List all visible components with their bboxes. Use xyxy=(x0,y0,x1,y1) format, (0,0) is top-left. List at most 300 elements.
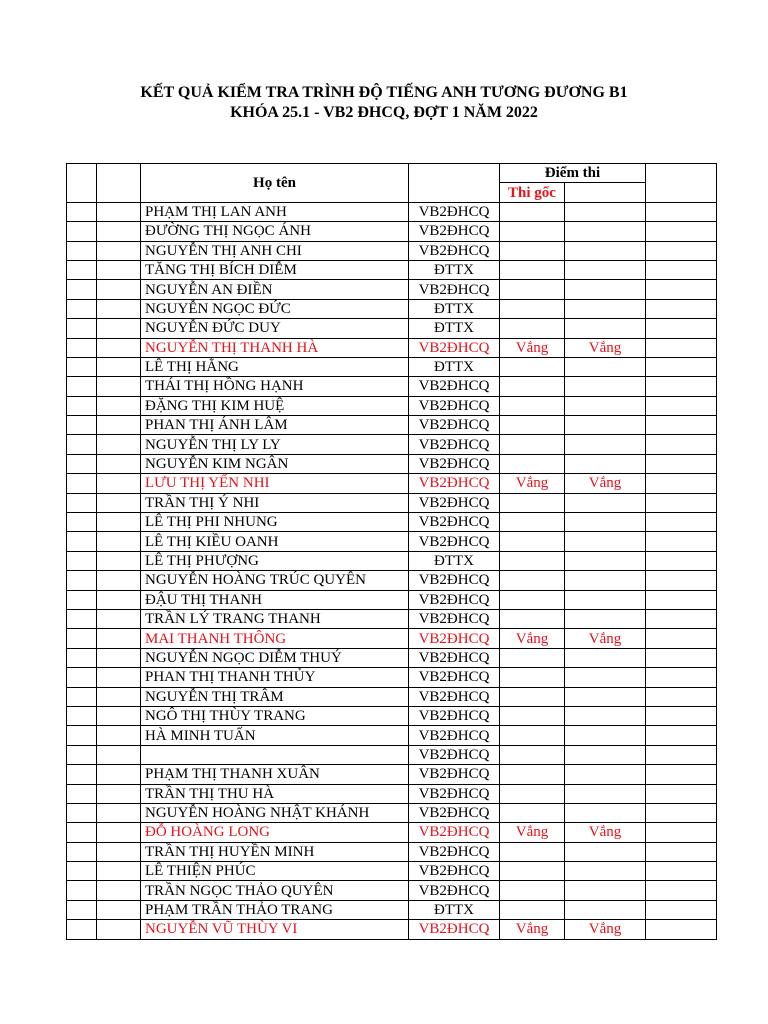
index-cell xyxy=(67,202,97,221)
retake-score xyxy=(565,765,646,784)
extra-cell xyxy=(646,513,717,532)
index-cell xyxy=(67,745,97,764)
student-name: PHẠM THỊ LAN ANH xyxy=(141,202,409,221)
extra-cell xyxy=(646,416,717,435)
index-cell xyxy=(67,299,97,318)
id-cell xyxy=(97,493,141,512)
student-name: NGÔ THỊ THÙY TRANG xyxy=(141,706,409,725)
original-score xyxy=(500,706,565,725)
original-score xyxy=(500,609,565,628)
retake-score xyxy=(565,706,646,725)
program-type: ĐTTX xyxy=(409,900,500,919)
header-id-cell xyxy=(97,164,141,203)
student-name: NGUYỄN THỊ LY LY xyxy=(141,435,409,454)
student-name: HÀ MINH TUẤN xyxy=(141,726,409,745)
program-type: ĐTTX xyxy=(409,260,500,279)
retake-score xyxy=(565,842,646,861)
results-table xyxy=(66,163,717,940)
original-score xyxy=(500,299,565,318)
student-name: LÊ THỊ HẰNG xyxy=(141,357,409,376)
student-name: LÊ THỊ PHƯỢNG xyxy=(141,551,409,570)
table-row xyxy=(67,648,717,667)
original-score xyxy=(500,435,565,454)
index-cell xyxy=(67,416,97,435)
extra-cell xyxy=(646,241,717,260)
extra-cell xyxy=(646,920,717,939)
retake-score xyxy=(565,202,646,221)
extra-cell xyxy=(646,590,717,609)
id-cell xyxy=(97,706,141,725)
table-row xyxy=(67,493,717,512)
retake-score xyxy=(565,416,646,435)
student-name: NGUYỄN KIM NGÂN xyxy=(141,454,409,473)
student-name: THÁI THỊ HỒNG HẠNH xyxy=(141,377,409,396)
student-name: ĐƯỜNG THỊ NGỌC ÁNH xyxy=(141,222,409,241)
table-row xyxy=(67,454,717,473)
extra-cell xyxy=(646,803,717,822)
program-type: VB2ĐHCQ xyxy=(409,493,500,512)
retake-score: Vắng xyxy=(565,629,646,648)
extra-cell xyxy=(646,745,717,764)
table-row xyxy=(67,202,717,221)
student-name: TRẦN THỊ Ý NHI xyxy=(141,493,409,512)
program-type: VB2ĐHCQ xyxy=(409,280,500,299)
program-type: VB2ĐHCQ xyxy=(409,532,500,551)
retake-score xyxy=(565,357,646,376)
original-score xyxy=(500,319,565,338)
original-score xyxy=(500,900,565,919)
id-cell xyxy=(97,687,141,706)
table-row xyxy=(67,260,717,279)
extra-cell xyxy=(646,765,717,784)
table-row xyxy=(67,571,717,590)
extra-cell xyxy=(646,338,717,357)
original-score xyxy=(500,590,565,609)
program-type: VB2ĐHCQ xyxy=(409,765,500,784)
retake-score xyxy=(565,745,646,764)
table-row xyxy=(67,377,717,396)
index-cell xyxy=(67,726,97,745)
table-row xyxy=(67,765,717,784)
index-cell xyxy=(67,590,97,609)
header-name: Họ tên xyxy=(141,164,409,203)
extra-cell xyxy=(646,474,717,493)
table-row xyxy=(67,474,717,493)
table-row xyxy=(67,823,717,842)
retake-score xyxy=(565,299,646,318)
id-cell xyxy=(97,784,141,803)
index-cell xyxy=(67,241,97,260)
retake-score xyxy=(565,241,646,260)
id-cell xyxy=(97,202,141,221)
original-score xyxy=(500,222,565,241)
extra-cell xyxy=(646,319,717,338)
table-row xyxy=(67,862,717,881)
student-name: TRẦN THỊ THU HÀ xyxy=(141,784,409,803)
table-row xyxy=(67,803,717,822)
original-score xyxy=(500,765,565,784)
original-score xyxy=(500,532,565,551)
original-score xyxy=(500,280,565,299)
student-name: LÊ THỊ KIỀU OANH xyxy=(141,532,409,551)
original-score xyxy=(500,416,565,435)
table-row xyxy=(67,435,717,454)
id-cell xyxy=(97,416,141,435)
original-score: Vắng xyxy=(500,629,565,648)
id-cell xyxy=(97,668,141,687)
index-cell xyxy=(67,357,97,376)
student-name: ĐẬU THỊ THANH xyxy=(141,590,409,609)
extra-cell xyxy=(646,726,717,745)
program-type: VB2ĐHCQ xyxy=(409,609,500,628)
id-cell xyxy=(97,222,141,241)
student-name: LÊ THIỆN PHÚC xyxy=(141,862,409,881)
extra-cell xyxy=(646,202,717,221)
program-type: VB2ĐHCQ xyxy=(409,803,500,822)
program-type: VB2ĐHCQ xyxy=(409,784,500,803)
retake-score xyxy=(565,784,646,803)
header-retake-cell xyxy=(565,183,646,202)
id-cell xyxy=(97,629,141,648)
index-cell xyxy=(67,920,97,939)
original-score xyxy=(500,687,565,706)
program-type: VB2ĐHCQ xyxy=(409,590,500,609)
original-score xyxy=(500,571,565,590)
header-index-cell xyxy=(67,164,97,203)
id-cell xyxy=(97,803,141,822)
index-cell xyxy=(67,706,97,725)
id-cell xyxy=(97,241,141,260)
student-name: NGUYỄN ĐỨC DUY xyxy=(141,319,409,338)
retake-score xyxy=(565,319,646,338)
extra-cell xyxy=(646,629,717,648)
student-name: NGUYỄN THỊ TRÂM xyxy=(141,687,409,706)
retake-score xyxy=(565,551,646,570)
retake-score xyxy=(565,513,646,532)
student-name: NGUYỄN AN ĐIỀN xyxy=(141,280,409,299)
original-score xyxy=(500,241,565,260)
id-cell xyxy=(97,551,141,570)
student-name: LÊ THỊ PHI NHUNG xyxy=(141,513,409,532)
index-cell xyxy=(67,823,97,842)
table-row xyxy=(67,338,717,357)
extra-cell xyxy=(646,454,717,473)
program-type: ĐTTX xyxy=(409,551,500,570)
original-score xyxy=(500,493,565,512)
student-name: PHAN THỊ THANH THỦY xyxy=(141,668,409,687)
id-cell xyxy=(97,862,141,881)
student-name: NGUYỄN THỊ ANH CHI xyxy=(141,241,409,260)
program-type: VB2ĐHCQ xyxy=(409,241,500,260)
extra-cell xyxy=(646,280,717,299)
original-score: Vắng xyxy=(500,920,565,939)
table-row xyxy=(67,745,717,764)
original-score xyxy=(500,357,565,376)
id-cell xyxy=(97,571,141,590)
index-cell xyxy=(67,222,97,241)
program-type: VB2ĐHCQ xyxy=(409,338,500,357)
table-row xyxy=(67,513,717,532)
retake-score: Vắng xyxy=(565,338,646,357)
student-name: ĐẶNG THỊ KIM HUỆ xyxy=(141,396,409,415)
program-type: VB2ĐHCQ xyxy=(409,881,500,900)
table-row xyxy=(67,532,717,551)
index-cell xyxy=(67,571,97,590)
student-name: NGUYỄN HOÀNG NHẬT KHÁNH xyxy=(141,803,409,822)
program-type: VB2ĐHCQ xyxy=(409,222,500,241)
id-cell xyxy=(97,881,141,900)
program-type: VB2ĐHCQ xyxy=(409,706,500,725)
id-cell xyxy=(97,377,141,396)
id-cell xyxy=(97,474,141,493)
id-cell xyxy=(97,513,141,532)
id-cell xyxy=(97,920,141,939)
program-type: VB2ĐHCQ xyxy=(409,571,500,590)
original-score xyxy=(500,260,565,279)
original-score xyxy=(500,784,565,803)
program-type: VB2ĐHCQ xyxy=(409,745,500,764)
id-cell xyxy=(97,435,141,454)
program-type: VB2ĐHCQ xyxy=(409,454,500,473)
index-cell xyxy=(67,668,97,687)
index-cell xyxy=(67,435,97,454)
id-cell xyxy=(97,648,141,667)
index-cell xyxy=(67,551,97,570)
original-score xyxy=(500,745,565,764)
original-score xyxy=(500,842,565,861)
original-score xyxy=(500,513,565,532)
program-type: VB2ĐHCQ xyxy=(409,862,500,881)
extra-cell xyxy=(646,551,717,570)
retake-score xyxy=(565,881,646,900)
index-cell xyxy=(67,513,97,532)
id-cell xyxy=(97,765,141,784)
header-original-exam: Thi gốc xyxy=(500,183,565,202)
retake-score xyxy=(565,454,646,473)
extra-cell xyxy=(646,532,717,551)
retake-score xyxy=(565,726,646,745)
retake-score xyxy=(565,396,646,415)
id-cell xyxy=(97,900,141,919)
retake-score xyxy=(565,648,646,667)
index-cell xyxy=(67,454,97,473)
document-title: KẾT QUẢ KIỂM TRA TRÌNH ĐỘ TIẾNG ANH TƯƠNG ĐƯƠNG B1 xyxy=(140,84,628,101)
index-cell xyxy=(67,609,97,628)
table-row xyxy=(67,319,717,338)
student-name: TĂNG THỊ BÍCH DIỄM xyxy=(141,260,409,279)
program-type: VB2ĐHCQ xyxy=(409,648,500,667)
index-cell xyxy=(67,338,97,357)
extra-cell xyxy=(646,648,717,667)
program-type: ĐTTX xyxy=(409,319,500,338)
id-cell xyxy=(97,357,141,376)
header-score-group: Điểm thi xyxy=(500,164,646,183)
table-row xyxy=(67,881,717,900)
header-extra-cell xyxy=(646,164,717,203)
program-type: VB2ĐHCQ xyxy=(409,629,500,648)
student-name: NGUYỄN NGỌC DIỄM THUÝ xyxy=(141,648,409,667)
index-cell xyxy=(67,532,97,551)
retake-score xyxy=(565,260,646,279)
extra-cell xyxy=(646,668,717,687)
index-cell xyxy=(67,784,97,803)
table-row xyxy=(67,416,717,435)
program-type: VB2ĐHCQ xyxy=(409,513,500,532)
extra-cell xyxy=(646,435,717,454)
extra-cell xyxy=(646,260,717,279)
id-cell xyxy=(97,280,141,299)
table-row xyxy=(67,687,717,706)
original-score xyxy=(500,726,565,745)
id-cell xyxy=(97,299,141,318)
retake-score: Vắng xyxy=(565,823,646,842)
extra-cell xyxy=(646,396,717,415)
retake-score: Vắng xyxy=(565,920,646,939)
extra-cell xyxy=(646,687,717,706)
original-score: Vắng xyxy=(500,474,565,493)
index-cell xyxy=(67,260,97,279)
original-score xyxy=(500,803,565,822)
extra-cell xyxy=(646,900,717,919)
id-cell xyxy=(97,609,141,628)
program-type: VB2ĐHCQ xyxy=(409,396,500,415)
index-cell xyxy=(67,396,97,415)
original-score xyxy=(500,396,565,415)
index-cell xyxy=(67,842,97,861)
student-name: TRẦN THỊ HUYỀN MINH xyxy=(141,842,409,861)
original-score xyxy=(500,551,565,570)
retake-score xyxy=(565,377,646,396)
program-type: VB2ĐHCQ xyxy=(409,435,500,454)
original-score xyxy=(500,668,565,687)
original-score xyxy=(500,862,565,881)
program-type: VB2ĐHCQ xyxy=(409,416,500,435)
index-cell xyxy=(67,687,97,706)
table-row xyxy=(67,280,717,299)
extra-cell xyxy=(646,357,717,376)
index-cell xyxy=(67,648,97,667)
extra-cell xyxy=(646,881,717,900)
table-row xyxy=(67,920,717,939)
student-name: TRẦN NGỌC THẢO QUYÊN xyxy=(141,881,409,900)
retake-score xyxy=(565,493,646,512)
original-score xyxy=(500,648,565,667)
extra-cell xyxy=(646,571,717,590)
program-type: VB2ĐHCQ xyxy=(409,726,500,745)
id-cell xyxy=(97,823,141,842)
index-cell xyxy=(67,629,97,648)
extra-cell xyxy=(646,706,717,725)
table-row xyxy=(67,299,717,318)
retake-score xyxy=(565,571,646,590)
student-name xyxy=(141,745,409,764)
student-name: PHAN THỊ ÁNH LÂM xyxy=(141,416,409,435)
retake-score xyxy=(565,900,646,919)
index-cell xyxy=(67,319,97,338)
header-type-cell xyxy=(409,164,500,203)
retake-score xyxy=(565,532,646,551)
student-name: NGUYỄN NGỌC ĐỨC xyxy=(141,299,409,318)
id-cell xyxy=(97,532,141,551)
retake-score xyxy=(565,222,646,241)
retake-score xyxy=(565,280,646,299)
original-score: Vắng xyxy=(500,338,565,357)
id-cell xyxy=(97,319,141,338)
table-row xyxy=(67,668,717,687)
original-score: Vắng xyxy=(500,823,565,842)
extra-cell xyxy=(646,299,717,318)
id-cell xyxy=(97,260,141,279)
index-cell xyxy=(67,900,97,919)
table-row xyxy=(67,609,717,628)
student-name: PHẠM TRẦN THẢO TRANG xyxy=(141,900,409,919)
index-cell xyxy=(67,803,97,822)
retake-score xyxy=(565,609,646,628)
program-type: VB2ĐHCQ xyxy=(409,202,500,221)
student-name: MAI THANH THÔNG xyxy=(141,629,409,648)
header-row-1 xyxy=(67,164,717,183)
student-name: NGUYỄN VŨ THÙY VI xyxy=(141,920,409,939)
index-cell xyxy=(67,862,97,881)
table-row xyxy=(67,396,717,415)
retake-score: Vắng xyxy=(565,474,646,493)
index-cell xyxy=(67,881,97,900)
program-type: VB2ĐHCQ xyxy=(409,668,500,687)
extra-cell xyxy=(646,222,717,241)
extra-cell xyxy=(646,842,717,861)
retake-score xyxy=(565,862,646,881)
program-type: VB2ĐHCQ xyxy=(409,823,500,842)
original-score xyxy=(500,202,565,221)
extra-cell xyxy=(646,823,717,842)
original-score xyxy=(500,881,565,900)
index-cell xyxy=(67,280,97,299)
document-subtitle: KHÓA 25.1 - VB2 ĐHCQ, ĐỢT 1 NĂM 2022 xyxy=(230,104,538,121)
id-cell xyxy=(97,842,141,861)
program-type: VB2ĐHCQ xyxy=(409,687,500,706)
index-cell xyxy=(67,377,97,396)
table-row xyxy=(67,241,717,260)
original-score xyxy=(500,377,565,396)
extra-cell xyxy=(646,609,717,628)
table-row xyxy=(67,222,717,241)
table-row xyxy=(67,357,717,376)
student-name: NGUYỄN THỊ THANH HÀ xyxy=(141,338,409,357)
extra-cell xyxy=(646,377,717,396)
table-row xyxy=(67,726,717,745)
table-row xyxy=(67,551,717,570)
table-row xyxy=(67,900,717,919)
index-cell xyxy=(67,765,97,784)
retake-score xyxy=(565,590,646,609)
retake-score xyxy=(565,803,646,822)
student-name: NGUYỄN HOÀNG TRÚC QUYÊN xyxy=(141,571,409,590)
id-cell xyxy=(97,590,141,609)
program-type: VB2ĐHCQ xyxy=(409,920,500,939)
student-name: PHẠM THỊ THANH XUÂN xyxy=(141,765,409,784)
retake-score xyxy=(565,435,646,454)
retake-score xyxy=(565,668,646,687)
retake-score xyxy=(565,687,646,706)
student-name: TRẦN LÝ TRANG THANH xyxy=(141,609,409,628)
table-row xyxy=(67,590,717,609)
id-cell xyxy=(97,396,141,415)
program-type: VB2ĐHCQ xyxy=(409,474,500,493)
id-cell xyxy=(97,745,141,764)
id-cell xyxy=(97,338,141,357)
program-type: ĐTTX xyxy=(409,357,500,376)
id-cell xyxy=(97,454,141,473)
